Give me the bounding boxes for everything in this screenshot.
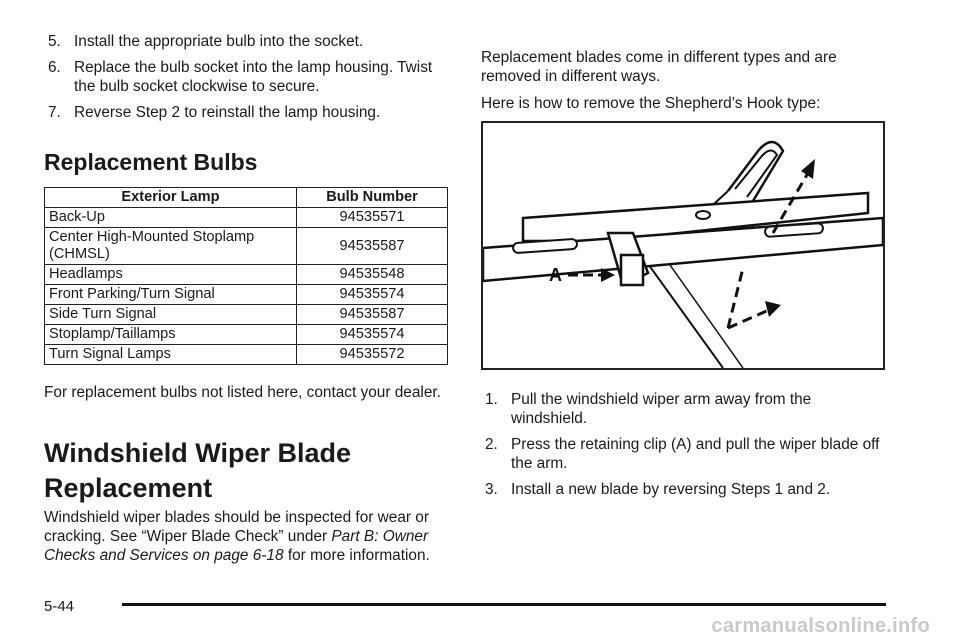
bulb-number-cell: 94535574 [297, 285, 448, 305]
lamp-cell: Side Turn Signal [45, 305, 297, 325]
list-item [44, 32, 448, 51]
wiper-illustration [481, 121, 885, 370]
wiper-intro-text: Windshield wiper blades should be inspected for wear or cracking. See “Wiper Blade Check” under [44, 509, 429, 545]
blade-types-text: Replacement blades come in different types and are removed in different ways. [481, 49, 837, 85]
how-to-text: Here is how to remove the Shepherd’s Hook type: [481, 95, 821, 112]
pull-arrowhead [801, 159, 815, 179]
lamp-cell: Back-Up [45, 208, 297, 228]
not-listed-note: For replacement bulbs not listed here, contact your dealer. [44, 384, 441, 401]
list-item [44, 103, 448, 122]
bulb-number-cell: 94535572 [297, 345, 448, 365]
lamp-cell: Front Parking/Turn Signal [45, 285, 297, 305]
lamp-cell: Headlamps [45, 265, 297, 285]
cross-reference-link[interactable]: Part B: Owner Checks and Services on page 6-18 [44, 528, 429, 564]
arm-rivet [696, 211, 710, 219]
watermark: carmanualsonline.info [711, 615, 930, 637]
step-text: Pull the windshield wiper arm away from the windshield. [511, 391, 812, 427]
bulb-number-cell: 94535587 [297, 305, 448, 325]
bulb-table [44, 187, 448, 365]
list-item [481, 390, 887, 428]
callout-label: A [549, 265, 562, 285]
bulb-number-cell: 94535574 [297, 325, 448, 345]
list-item [481, 435, 887, 473]
table-row [45, 305, 448, 325]
table-row [45, 345, 448, 365]
wiper-blade-drawing [483, 123, 883, 368]
list-item [481, 480, 887, 499]
removal-path [728, 268, 743, 328]
wiper-heading-line1: Windshield Wiper Blade [44, 438, 352, 468]
bulb-number-cell: 94535587 [297, 228, 448, 265]
table-row [45, 325, 448, 345]
wiper-intro [44, 508, 448, 565]
table-row [45, 208, 448, 228]
table-row [45, 265, 448, 285]
lamp-cell: Stoplamp/Taillamps [45, 325, 297, 345]
column-header: Bulb Number [297, 188, 448, 208]
step-number: 1. [485, 391, 498, 408]
page-number: 5-44 [44, 598, 75, 615]
clip-tab [621, 255, 643, 285]
table-header-row [45, 188, 448, 208]
step-text: Install the appropriate bulb into the socket. [74, 33, 364, 50]
removal-steps [481, 390, 887, 506]
lamp-cell: Center High-Mounted Stoplamp (CHMSL) [45, 228, 297, 265]
step-text: Replace the bulb socket into the lamp housing. Twist the bulb socket clockwise to secure. [74, 59, 433, 95]
step-number: 6. [48, 59, 61, 76]
bulb-number-cell: 94535548 [297, 265, 448, 285]
lamp-cell: Turn Signal Lamps [45, 345, 297, 365]
step-number: 3. [485, 481, 498, 498]
wiper-heading [44, 436, 448, 506]
wiper-intro-tail: for more information. [283, 547, 430, 564]
table-row [45, 228, 448, 265]
bulb-number-cell: 94535571 [297, 208, 448, 228]
step-number: 7. [48, 104, 61, 121]
removal-arrowhead [765, 301, 781, 317]
install-steps [44, 32, 448, 129]
footer-rule [122, 603, 886, 606]
step-number: 2. [485, 436, 498, 453]
column-header: Exterior Lamp [45, 188, 297, 208]
step-text: Press the retaining clip (A) and pull the wiper blade off the arm. [511, 436, 880, 472]
removal-path [728, 309, 771, 328]
table-row [45, 285, 448, 305]
list-item [44, 58, 448, 96]
step-text: Install a new blade by reversing Steps 1 and 2. [511, 481, 831, 498]
wiper-heading-line2: Replacement [44, 473, 213, 503]
replacement-bulbs-heading: Replacement Bulbs [44, 149, 258, 175]
step-number: 5. [48, 33, 61, 50]
step-text: Reverse Step 2 to reinstall the lamp housing. [74, 104, 381, 121]
